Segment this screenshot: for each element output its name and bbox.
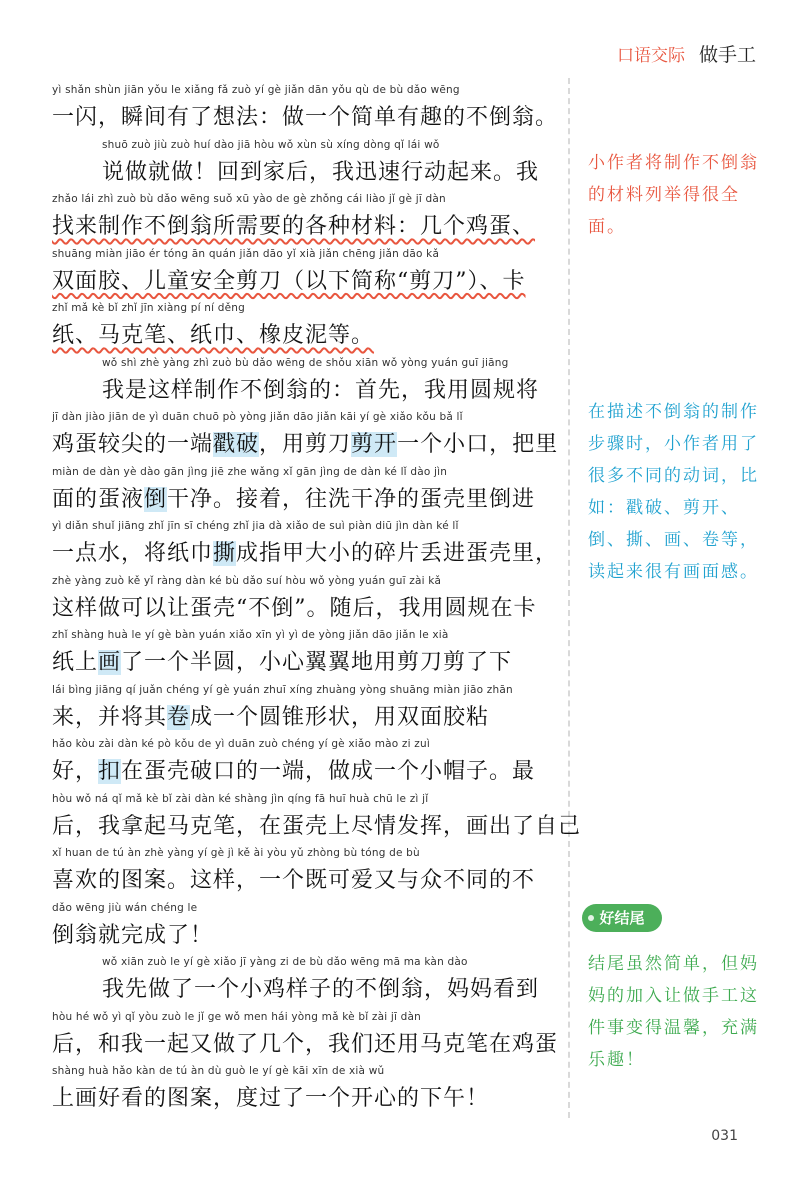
- text-line-1: [52, 80, 560, 135]
- hanzi: 我是这样制作不倒翁的：首先，我用圆规将: [102, 377, 540, 403]
- hanzi: 倒翁就完成了！: [52, 922, 214, 948]
- pinyin: shuō zuò jiù zuò huí dào jiā hòu wǒ xùn sù xíng dòng qǐ lái wǒ: [102, 138, 440, 151]
- text-segment: 干净。接着，往洗干净的蛋壳里倒进: [167, 486, 536, 512]
- hanzi: 一闪，瞬间有了想法：做一个简单有趣的不倒翁。: [52, 105, 559, 130]
- essay-body: [52, 80, 582, 1116]
- good-ending-tag: 好结尾: [582, 904, 662, 932]
- pinyin: yì diǎn shuǐ jiāng zhǐ jīn sī chéng zhǐ jia dà xiǎo de suì piàn diū jìn dàn ké lǐ: [52, 520, 459, 532]
- hanzi: 上画好看的图案，度过了一个开心的下午！: [52, 1086, 490, 1111]
- text-line-6: [52, 353, 560, 408]
- text-line-18: [52, 1007, 560, 1062]
- text-segment: 一点水，将纸巾: [52, 541, 214, 566]
- pinyin: hǎo kòu zài dàn ké pò kǒu de yì duān zuò chéng yí gè xiǎo mào zi zuì: [52, 738, 430, 750]
- section-label: 口语交际: [616, 46, 685, 66]
- text-line-16: [52, 898, 560, 953]
- hanzi: [52, 755, 560, 788]
- text-line-5: [52, 298, 560, 353]
- verb-highlight: 卷: [167, 704, 191, 730]
- pinyin: lái bìng jiāng qí juǎn chéng yí gè yuán zhuī xíng zhuàng yòng shuāng miàn jiāo zhān: [52, 683, 513, 696]
- verb-highlight: 倒: [144, 486, 168, 512]
- topic-label: 做手工: [698, 44, 756, 66]
- hanzi: 找来制作不倒翁所需要的各种材料：几个鸡蛋、: [52, 214, 536, 239]
- text-line-3: [52, 189, 560, 244]
- text-line-8: [52, 462, 560, 517]
- hanzi: 我先做了一个小鸡样子的不倒翁，妈妈看到: [102, 977, 540, 1002]
- pinyin: yì shǎn shùn jiān yǒu le xiǎng fǎ zuò yí gè jiǎn dān yǒu qù de bù dǎo wēng: [52, 84, 460, 96]
- verb-highlight: 撕: [213, 541, 237, 566]
- hanzi: 后，我拿起马克笔，在蛋壳上尽情发挥，画出了自己: [52, 813, 582, 839]
- text-segment: 了一个半圆，小心翼翼地用剪刀剪了下: [121, 650, 513, 675]
- hanzi: [52, 428, 560, 461]
- text-line-13: [52, 734, 560, 789]
- hanzi: [52, 701, 560, 734]
- text-segment: 成一个圆锥形状，用双面胶粘: [190, 704, 490, 730]
- text-line-19: [52, 1061, 560, 1116]
- column-divider: [568, 78, 570, 1118]
- pinyin: zhè yàng zuò kě yǐ ràng dàn ké bù dǎo suí hòu wǒ yòng yuán guī zài kǎ: [52, 574, 442, 587]
- margin-note-materials: 小作者将制作不倒翁的材料列举得很全面。: [588, 153, 759, 237]
- pinyin: zhǐ shàng huà le yí gè bàn yuán xiǎo xīn yì yì de yòng jiǎn dāo jiǎn le xià: [52, 629, 449, 641]
- page-number: 031: [711, 1128, 738, 1144]
- hanzi: 说做就做！回到家后，我迅速行动起来。我: [102, 159, 540, 185]
- pinyin: wǒ shì zhè yàng zhì zuò bù dǎo wēng de shǒu xiān wǒ yòng yuán guī jiāng: [102, 356, 509, 369]
- text-line-2: [52, 135, 560, 190]
- pinyin: miàn de dàn yè dào gān jìng jiē zhe wǎng xǐ gān jìng de dàn ké lǐ dào jìn: [52, 465, 448, 478]
- text-line-11: [52, 625, 560, 680]
- text-line-17: [52, 952, 560, 1007]
- verb-highlight: 剪开: [351, 432, 398, 457]
- pinyin: dǎo wēng jiù wán chéng le: [52, 901, 198, 914]
- text-segment: 面的蛋液: [52, 486, 145, 512]
- page-header: [617, 40, 756, 67]
- text-segment: 成指甲大小的碎片丢进蛋壳里，: [236, 541, 559, 566]
- text-segment: 来，并将其: [52, 704, 168, 730]
- hanzi: [52, 646, 560, 679]
- pinyin: zhǐ mǎ kè bǐ zhǐ jīn xiàng pí ní děng: [52, 302, 245, 314]
- text-line-9: [52, 516, 560, 571]
- hanzi: [52, 483, 560, 516]
- pinyin: zhǎo lái zhì zuò bù dǎo wēng suǒ xū yào de gè zhǒng cái liào jǐ gè jī dàn: [52, 193, 446, 205]
- hanzi: 喜欢的图案。这样，一个既可爱又与众不同的不: [52, 868, 536, 893]
- pinyin: hòu wǒ ná qǐ mǎ kè bǐ zài dàn ké shàng jìn qíng fā huī huà chū le zì jǐ: [52, 792, 429, 805]
- margin-note-verbs: 在描述不倒翁的制作步骤时，小作者用了很多不同的动词，比如：戳破、剪开、倒、撕、画、卷等，读起来很有画面感。: [588, 402, 759, 582]
- text-segment: 在蛋壳破口的一端，做成一个小帽子。最: [121, 759, 536, 784]
- verb-highlight: 扣: [98, 759, 122, 784]
- text-line-14: [52, 789, 582, 844]
- text-line-7: [52, 407, 560, 462]
- hanzi: 这样做可以让蛋壳“不倒”。随后，我用圆规在卡: [52, 595, 537, 621]
- hanzi: 纸、马克笔、纸巾、橡皮泥等。: [52, 323, 375, 348]
- text-line-12: [52, 680, 560, 735]
- text-line-15: [52, 843, 560, 898]
- pinyin: xǐ huan de tú àn zhè yàng yí gè jì kě ài yòu yǔ zhòng bù tóng de bù: [52, 847, 420, 859]
- pinyin: jī dàn jiào jiān de yì duān chuō pò yòng jiǎn dāo jiǎn kāi yí gè xiǎo kǒu bǎ lǐ: [52, 411, 463, 423]
- text-segment: 纸上: [52, 650, 99, 675]
- verb-highlight: 戳破: [213, 432, 260, 457]
- pinyin: shàng huà hǎo kàn de tú àn dù guò le yí gè kāi xīn de xià wǔ: [52, 1065, 385, 1077]
- margin-note-ending: 结尾虽然简单，但妈妈的加入让做手工这件事变得温馨，充满乐趣！: [588, 954, 759, 1070]
- hanzi: 后，和我一起又做了几个，我们还用马克笔在鸡蛋: [52, 1031, 559, 1057]
- pinyin: hòu hé wǒ yì qǐ yòu zuò le jǐ ge wǒ men hái yòng mǎ kè bǐ zài jī dàn: [52, 1010, 421, 1023]
- text-segment: ，用剪刀: [259, 432, 352, 457]
- text-segment: 一个小口，把里: [397, 432, 559, 457]
- pinyin: wǒ xiān zuò le yí gè xiǎo jī yàng zi de bù dǎo wēng mā ma kàn dào: [102, 956, 468, 968]
- pinyin: shuāng miàn jiāo ér tóng ān quán jiǎn dāo yǐ xià jiǎn chēng jiǎn dāo kǎ: [52, 247, 440, 260]
- text-line-4: [52, 244, 560, 299]
- hanzi: [52, 537, 560, 570]
- text-segment: 好，: [52, 759, 99, 784]
- text-line-10: [52, 571, 560, 626]
- verb-highlight: 画: [98, 650, 122, 675]
- text-segment: 鸡蛋较尖的一端: [52, 432, 214, 457]
- hanzi: 双面胶、儿童安全剪刀（以下简称“剪刀”）、卡: [52, 268, 526, 294]
